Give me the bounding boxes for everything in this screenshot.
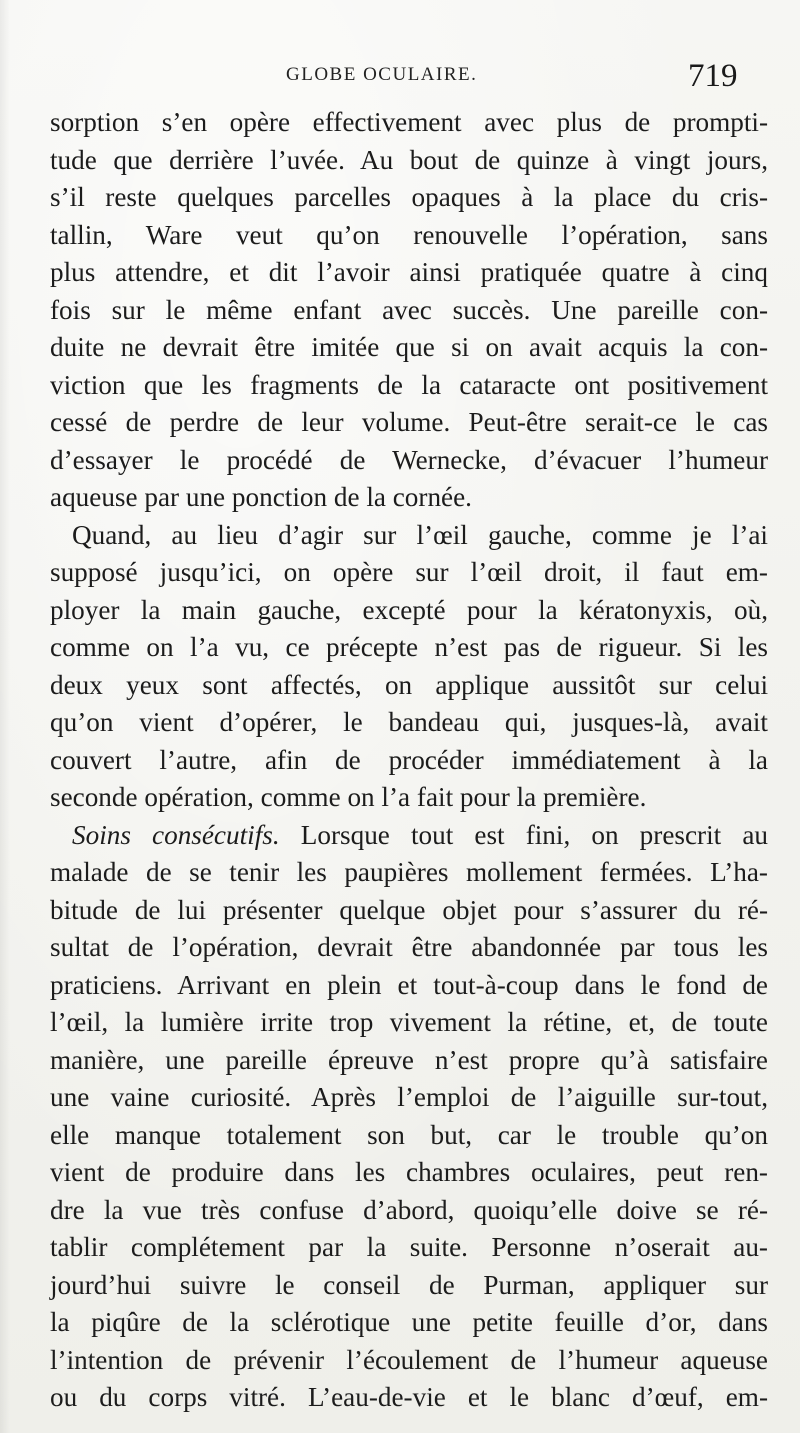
text-line: fois sur le même enfant avec succès. Une pareille con-	[50, 294, 768, 325]
text-line: tallin, Ware veut qu’on renouvelle l’opération, sans	[50, 219, 768, 250]
text-line: tude que derrière l’uvée. Au bout de quinze à vingt jours,	[50, 144, 768, 175]
text-line: Quand, au lieu d’agir sur l’œil gauche, comme je l’ai	[72, 519, 768, 550]
text-line: s’il reste quelques parcelles opaques à la place du cris-	[50, 182, 768, 212]
text-line: qu’on vient d’opérer, le bandeau qui, jusques-là, avait	[50, 707, 768, 737]
text-line: sultat de l’opération, devrait être abandonnée par tous les	[50, 932, 768, 962]
paragraph-2	[50, 517, 768, 817]
text-line: viction que les fragments de la cataracte ont positivement	[50, 369, 768, 400]
paragraph-3	[50, 817, 768, 1417]
page-edge-shadow	[0, 0, 10, 1433]
section-lead-italic: Soins consécutifs.	[72, 819, 280, 850]
body-text	[50, 104, 768, 1417]
text-line: vient de produire dans les chambres oculaires, peut ren-	[50, 1157, 768, 1187]
text-line: deux yeux sont affectés, on applique aussitôt sur celui	[50, 669, 768, 700]
text-line: ou du corps vitré. L’eau-de-vie et le blanc d’œuf, em-	[50, 1382, 768, 1412]
text-line: sorption s’en opère effectivement avec plus de prompti-	[50, 107, 768, 137]
page-number: 719	[688, 58, 738, 94]
text-line: malade de se tenir les paupières mollement fermées. L’ha-	[50, 857, 768, 887]
text-line: cessé de perdre de leur volume. Peut-être serait-ce le cas	[50, 407, 768, 437]
running-head	[0, 58, 800, 94]
running-title: GLOBE OCULAIRE.	[286, 64, 478, 85]
text-line: supposé jusqu’ici, on opère sur l’œil droit, il faut em-	[50, 557, 768, 587]
text-line: la piqûre de la sclérotique une petite feuille d’or, dans	[50, 1307, 768, 1337]
text-line: comme on l’a vu, ce précepte n’est pas de rigueur. Si les	[50, 632, 768, 662]
text-line: bitude de lui présenter quelque objet pour s’assurer du ré-	[50, 894, 768, 925]
text-line: elle manque totalement son but, car le trouble qu’on	[50, 1119, 768, 1150]
text-line: plus attendre, et dit l’avoir ainsi pratiquée quatre à cinq	[50, 257, 768, 287]
text-line: l’œil, la lumière irrite trop vivement la rétine, et, de toute	[50, 1007, 768, 1037]
text-line: dre la vue très confuse d’abord, quoiqu’elle doive se ré-	[50, 1194, 768, 1225]
text-line: ployer la main gauche, excepté pour la kératonyxis, où,	[50, 594, 768, 625]
paragraph-1	[50, 104, 768, 517]
text-line: duite ne devrait être imitée que si on avait acquis la con-	[50, 332, 768, 362]
text-line: l’intention de prévenir l’écoulement de l’humeur aqueuse	[50, 1344, 768, 1375]
text-line: une vaine curiosité. Après l’emploi de l’aiguille sur-tout,	[50, 1082, 768, 1112]
text-line: d’essayer le procédé de Wernecke, d’évacuer l’humeur	[50, 444, 768, 475]
text-line: tablir complétement par la suite. Personne n’oserait au-	[50, 1232, 768, 1262]
text-line: couvert l’autre, afin de procéder immédiatement à la	[50, 744, 768, 775]
text-line: aqueuse par une ponction de la cornée.	[50, 482, 472, 512]
text-line	[50, 817, 768, 855]
text-fragment: Lorsque tout est fini, on prescrit au	[279, 819, 768, 850]
text-line: seconde opération, comme on l’a fait pour la première.	[50, 782, 647, 812]
text-line: praticiens. Arrivant en plein et tout-à-coup dans le fond de	[50, 969, 768, 1000]
text-line: manière, une pareille épreuve n’est propre qu’à satisfaire	[50, 1044, 768, 1075]
text-line: jourd’hui suivre le conseil de Purman, appliquer sur	[50, 1269, 768, 1300]
